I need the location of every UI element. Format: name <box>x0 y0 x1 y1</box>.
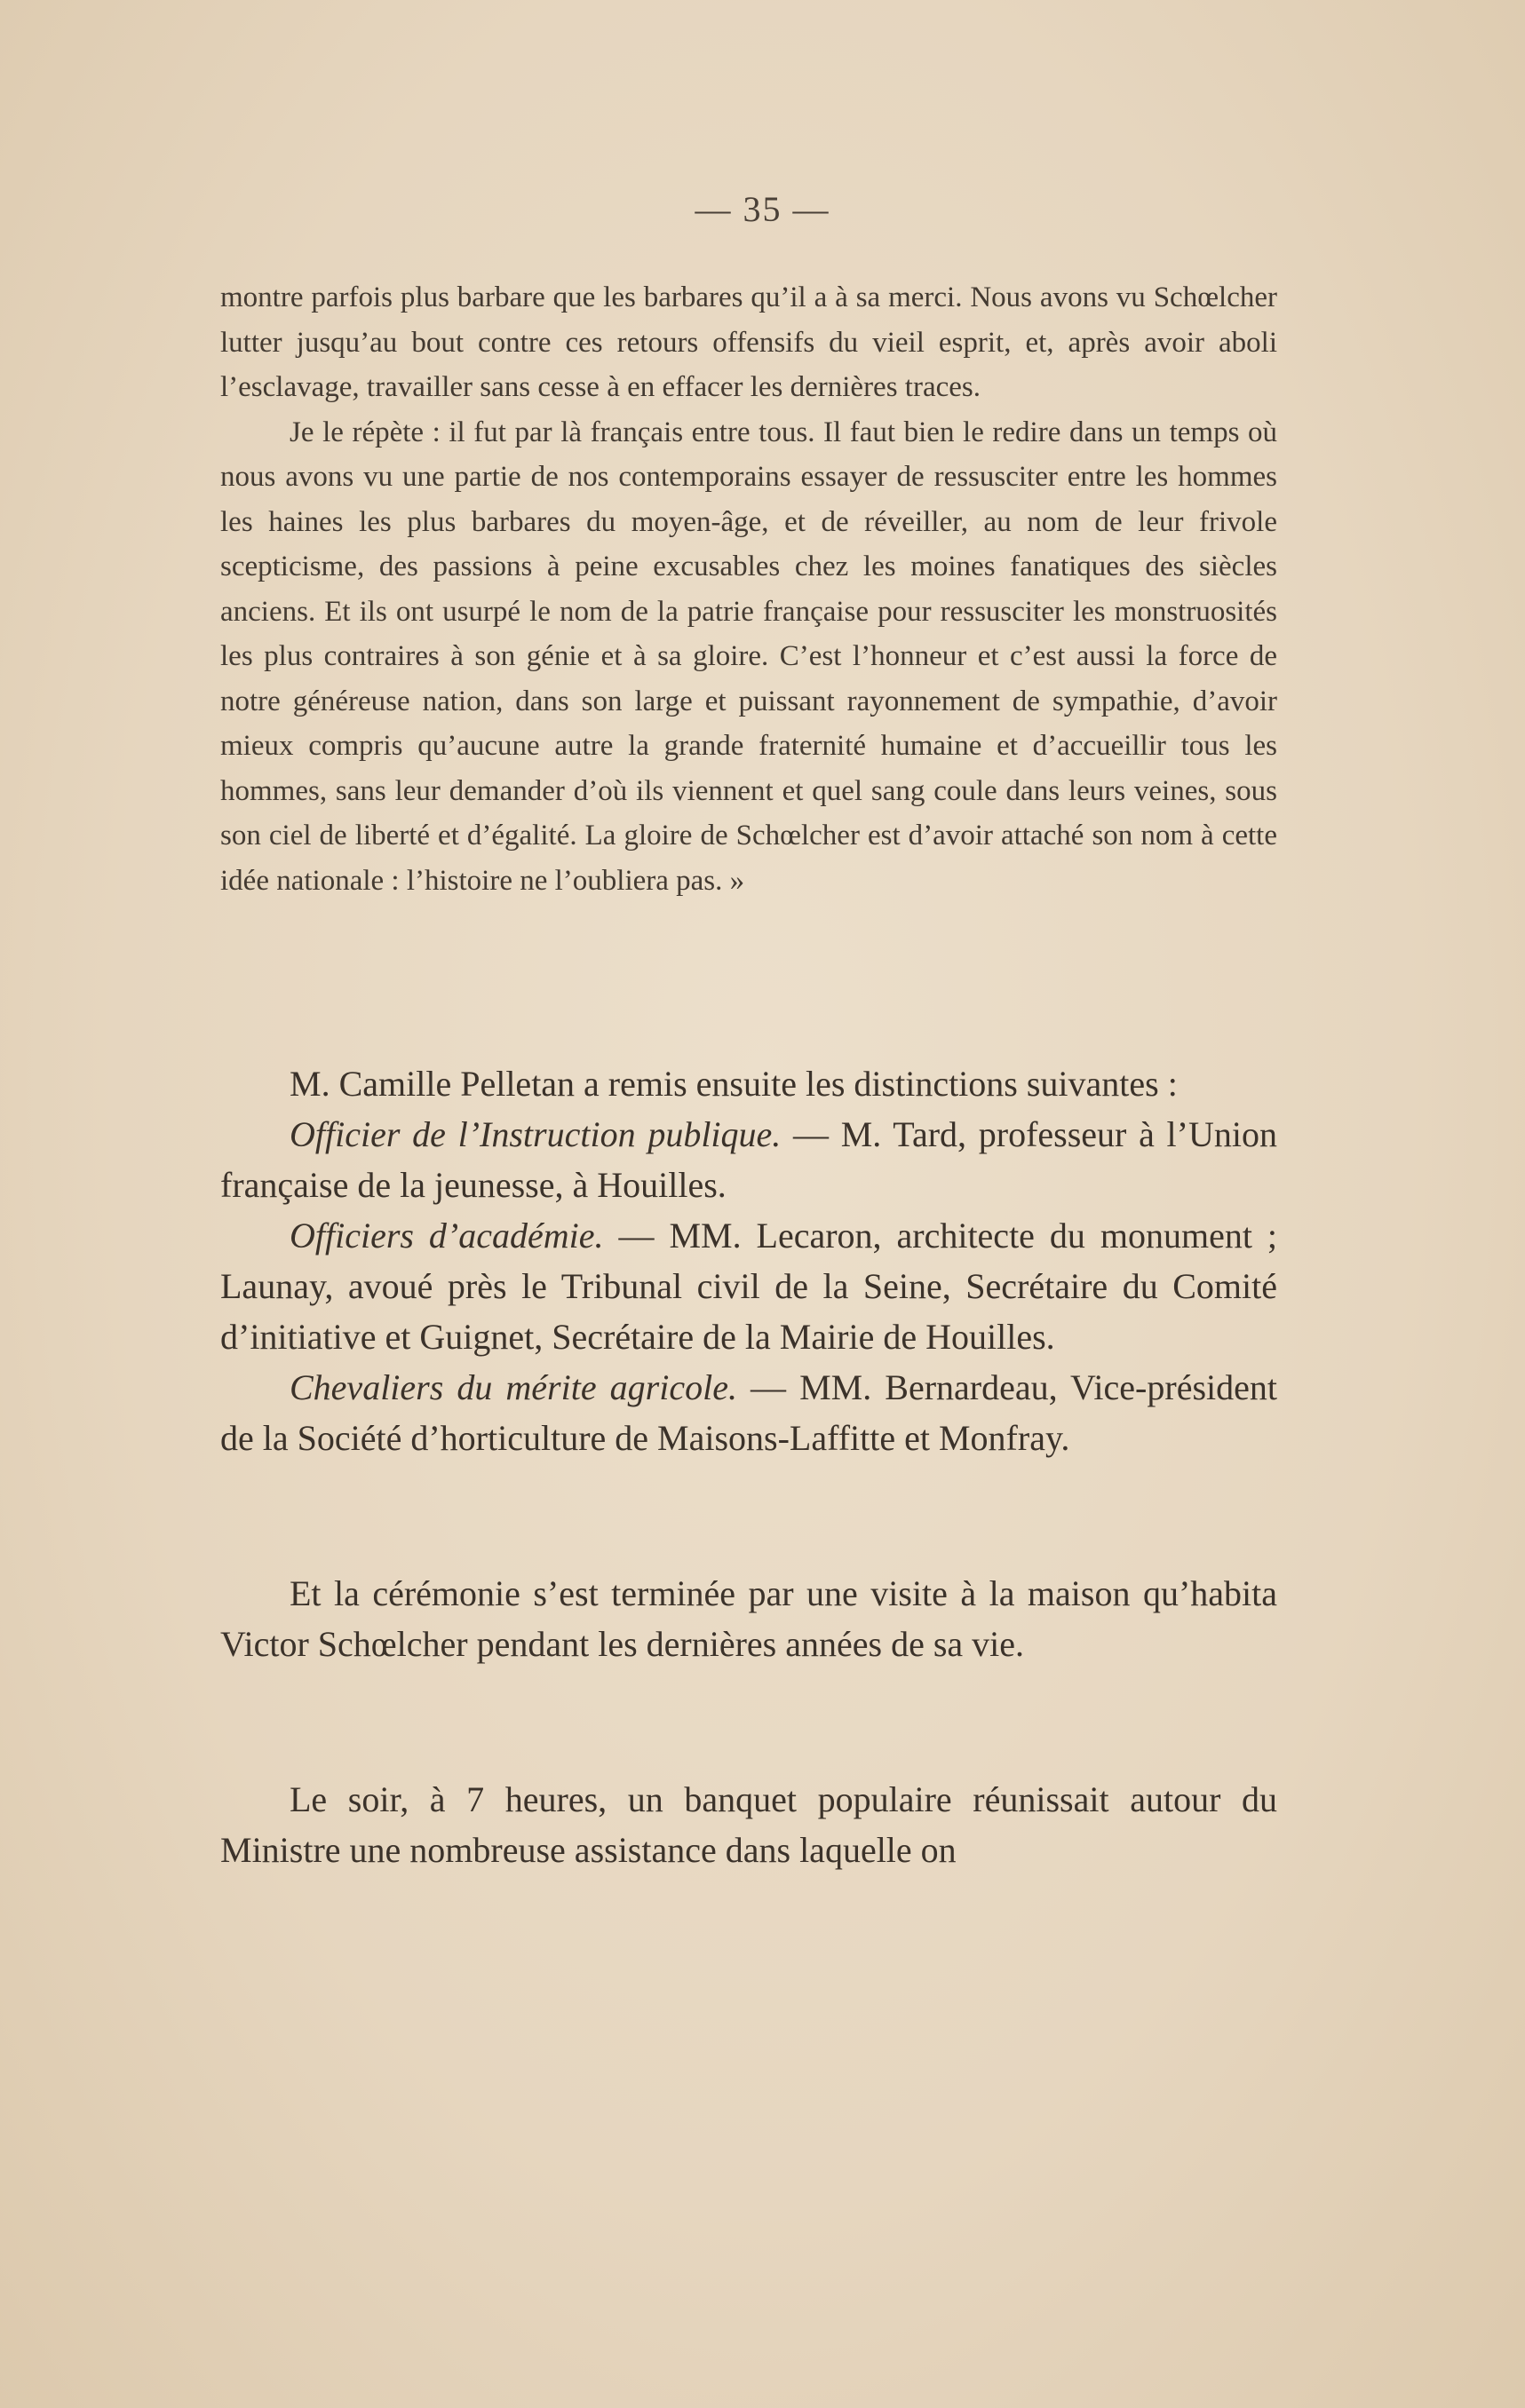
spacer <box>220 1669 1277 1774</box>
distinctions-intro: M. Camille Pelletan a remis ensuite les distinctions suivantes : <box>290 1064 1178 1104</box>
quote-paragraph-2: Je le répète : il fut par là français entre tous. Il faut bien le redire dans un temps où nous avons vu une partie de nos contemporains essayer de ressusciter entre les hommes les haines les plus barbares du moyen-âge, et de réveiller, au nom de leur frivole scepticisme, des passions à peine excusables chez les moines fanatiques des siècles anciens. Et ils ont usurpé le nom de la patrie française pour ressusciter les monstruosités les plus contraires à son génie et à sa gloire. C’est l’honneur et c’est aussi la force de notre généreuse nation, dans son large et puissant rayonnement de sympathie, d’avoir mieux compris qu’aucune autre la grande fraternité humaine et d’accueillir tous les hommes, sans leur demander d’où ils viennent et quel sang coule dans leurs veines, sous son ciel de liberté et d’égalité. La gloire de Schœlcher est d’avoir attaché son nom à cette idée nationale : l’histoire ne l’oubliera pas. » <box>220 416 1277 897</box>
distinction-chevaliers-title: Chevaliers du mérite agricole. <box>290 1367 737 1407</box>
spacer <box>220 1463 1277 1568</box>
banquet-paragraph: Le soir, à 7 heures, un banquet populaire réunissait autour du Ministre une nombreuse assistance dans laquelle on <box>220 1779 1277 1870</box>
distinction-officier-text: — M. Tard, professeur à l’Union française de la jeunesse, à Houilles. <box>220 1114 1277 1205</box>
quote-paragraph-1: montre parfois plus barbare que les barbares qu’il a à sa merci. Nous avons vu Schœlcher lutter jusqu’au bout contre ces retours offensifs du vieil esprit, et, après avoir aboli l’esclavage, travailler sans cesse à en effacer les dernières traces. <box>220 281 1277 403</box>
distinction-chevaliers-text: — MM. Bernardeau, Vice-président de la Société d’horticulture de Maisons-Laffitte et Monfray. <box>220 1367 1277 1458</box>
distinction-officiers-title: Officiers d’académie. <box>290 1216 604 1255</box>
distinction-officier-instruction <box>220 1109 1277 1210</box>
distinction-officiers-academie <box>220 1210 1277 1362</box>
main-text <box>220 1058 1277 1875</box>
distinction-officier-title: Officier de l’Instruction publique. <box>290 1114 782 1154</box>
page-number: — 35 — <box>695 189 830 229</box>
distinction-chevaliers-merite <box>220 1362 1277 1463</box>
distinction-officiers-text: — MM. Lecaron, architecte du monument ; Launay, avoué près le Tribunal civil de la Seine, Secrétaire du Comité d’initiative et Guignet, Secrétaire de la Mairie de Houilles. <box>220 1216 1278 1357</box>
ceremonie-paragraph: Et la cérémonie s’est terminée par une visite à la maison qu’habita Victor Schœlcher pendant les dernières années de sa vie. <box>220 1573 1277 1664</box>
quoted-speech <box>220 275 1277 903</box>
